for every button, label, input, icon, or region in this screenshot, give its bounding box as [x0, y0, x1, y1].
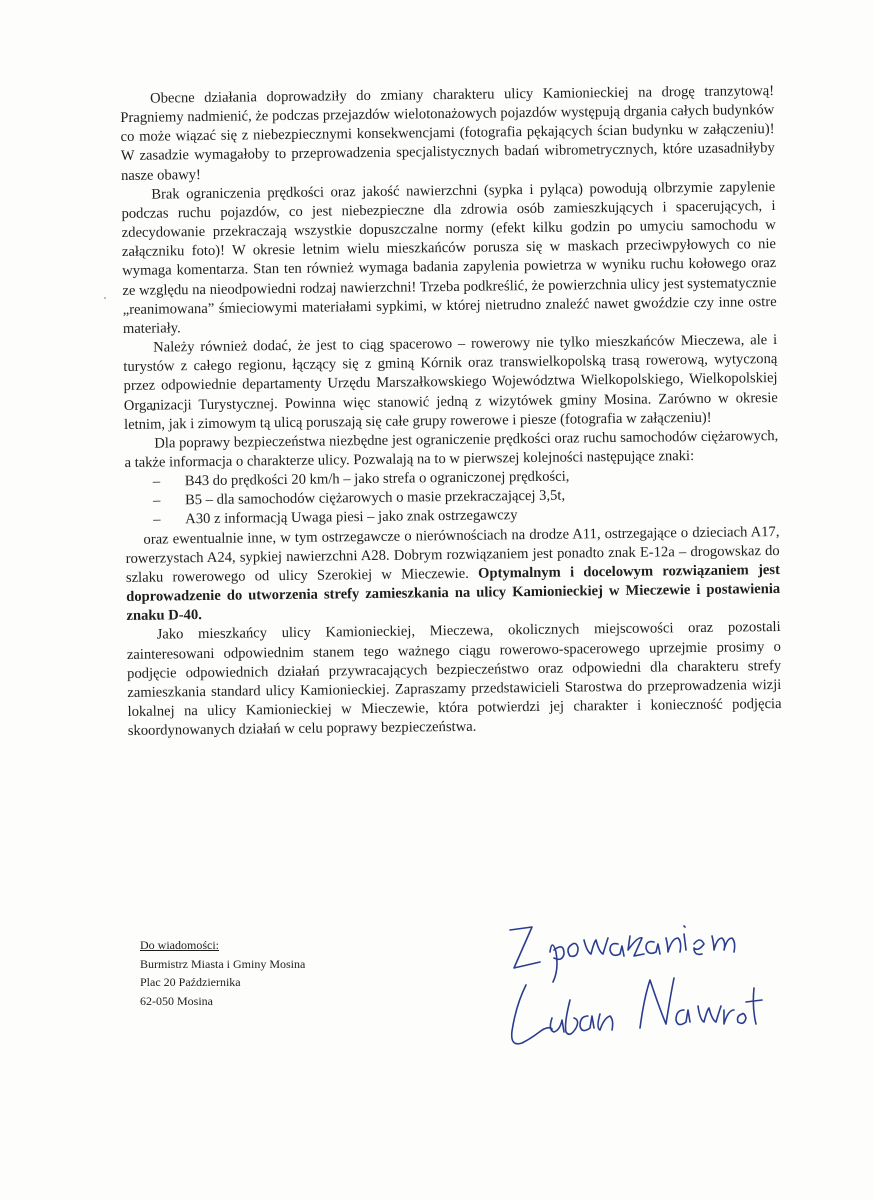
other-signs-text: oraz ewentualnie inne, w tym ostrzegawcze o nierównościach na drodze A11, ostrzegające o dzieciach A17, rowerzystach A24, sypkiej nawierzchni A28. Dobrym rozwiązaniem jest ponadto znak E-12a – drogowskaz do szlaku rowerowego od ulicy Szerokiej w Mieczewie.	[125, 523, 780, 586]
distribution-line: 62-050 Mosina	[140, 993, 213, 1008]
scan-artifact	[104, 297, 106, 299]
distribution-heading: Do wiadomości:	[140, 938, 219, 952]
list-dash: –	[152, 473, 161, 490]
paragraph-dust: Brak ograniczenia prędkości oraz jakość nawierzchni (sypka i pyląca) powodują olbrzymie zapylenie podczas ruchu pojazdów, co jest niebezpieczne dla zdrowia osób zamieszkujących i spacerujących, i zdecydowanie przekraczają wszystkie dopuszczalne normy (efekt kilku godzin po umyciu samochodu w załączniku foto)! W okresie letnim wielu mieszkańców porusza się w maskach przeciwpyłowych co nie wymaga komentarza. Stan ten również wymaga badania zapylenia powietrza w wyniku ruchu kołowego oraz ze względu na nieodpowiedni rodzaj nawierzchni! Trzeba podkreślić, że powierzchnia ulicy jest systematycznie „reanimowana” śmieciowymi materiałami sypkimi, w której nietrudno znaleźć nawet gwoździe czy inne ostre materiały.	[121, 178, 777, 337]
paragraph-bike-route: Należy również dodać, że jest to ciąg spacerowo – rowerowy nie tylko mieszkańców Mieczewa, ale i turystów z całego regionu, łączący się z gminą Kórnik oraz transwielkopolską trasą rowerową, wytyczoną przez odpowiednie departamenty Urzędu Marszałkowskiego Województwa Wielkopolskiego, Wielkopolskiej Organizacji Turystycznej. Powinna więc stanowić jedną z wizytówek gminy Mosina. Zarówno w okresie letnim, jak i zimowym tą ulicą poruszają się całe grupy rowerowe i piesze (fotografia w załączeniu)!	[123, 332, 778, 433]
distribution-list	[140, 936, 305, 1010]
list-dash: –	[153, 511, 161, 529]
signs-list	[125, 465, 780, 530]
list-item-text: B5 – dla samochodów ciężarowych o masie przekraczającej 3,5t,	[184, 487, 566, 509]
paragraph-request: Jako mieszkańcy ulicy Kamionieckiej, Mieczewa, okolicznych miejscowości oraz pozostali zainteresowani odpowiednim stanem tego ważnego ciągu rowerowo-spacerowego uprzejmie prosimy o podjęcie odpowiednich działań przywracających bezpieczeństwo oraz odpowiedni dla charakteru strefy zamieszkania standard ulicy Kamionieckiej. Zapraszamy przedstawicieli Starostwa do przeprowadzenia wizji lokalnej na ulicy Kamionieckiej w Mieczewie, która potwierdzi jej charakter i konieczność podjęcia skoordynowanych działań w celu poprawy bezpieczeństwa.	[126, 619, 782, 740]
list-dash: –	[152, 492, 161, 509]
paragraph-signs-intro: Dla poprawy bezpieczeństwa niezbędne jest ograniczenie prędkości oraz ruchu samochodów ciężarowych, a także informacja o charakterze ulicy. Pozwalają na to w pierwszej kolejności następujące znaki:	[124, 427, 779, 471]
paragraph-other-signs	[125, 523, 780, 627]
signature-name	[470, 910, 770, 911]
distribution-line: Burmistrz Miasta i Gminy Mosina	[140, 956, 306, 971]
optimal-solution-text: Optymalnym i docelowym rozwiązaniem jest doprowadzenie do utworzenia strefy zamieszkania na ulicy Kamionieckiej w Mieczewie i postawienia znaku D-40.	[126, 561, 781, 625]
paragraph-transit: Obecne działania doprowadziły do zmiany charakteru ulicy Kamionieckiej na drogę tranzytową! Pragniemy nadmienić, że podczas przejazdów wielotonażowych pojazdów występują drgania całych budynków co może wiązać się z niebezpiecznymi konsekwencjami (fotografia pękających ścian budynku w załączeniu)! W zasadzie wymagałoby to przeprowadzenia specjalistycznych badań wibrometrycznych, które uzasadniłyby nasze obawy!	[120, 83, 775, 184]
signature-image	[470, 910, 770, 1060]
list-item-text: B43 do prędkości 20 km/h – jako strefa o ograniczonej prędkości,	[184, 468, 570, 490]
handwritten-signature	[470, 910, 770, 1060]
distribution-line: Plac 20 Października	[140, 975, 241, 989]
letter-body	[120, 82, 782, 741]
list-item-text: A30 z informacją Uwaga piesi – jako znak ostrzegawczy	[185, 507, 518, 528]
